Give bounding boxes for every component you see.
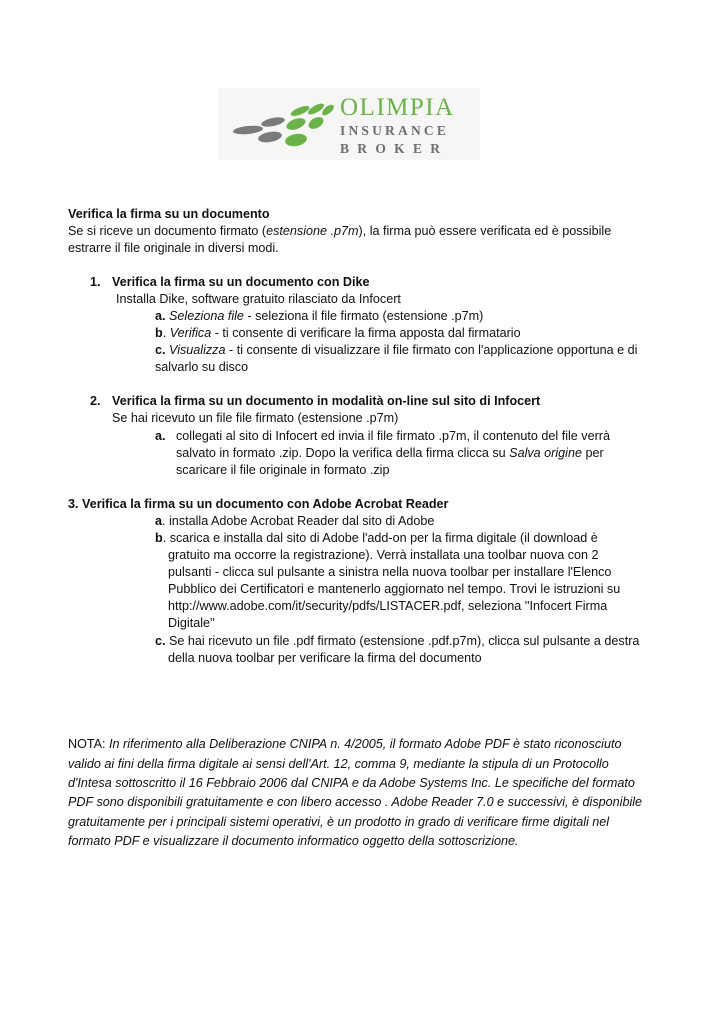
section2-subtitle: Se hai ricevuto un file file firmato (estensione .p7m) — [112, 411, 399, 425]
logo-insurance: INSURANCE — [340, 123, 450, 138]
intro-emphasis: estensione .p7m — [266, 224, 359, 238]
nota-text: In riferimento alla Deliberazione CNIPA n. 4/2005, il formato Adobe PDF è stato riconosciuto — [109, 737, 622, 751]
section3-item-a — [155, 513, 434, 530]
item-letter: b — [155, 531, 163, 545]
nota-line-4: PDF sono disponibili gratuitamente e con libero accesso . Adobe Reader 7.0 e successivi, è disponibile — [68, 795, 643, 809]
company-logo — [218, 88, 480, 160]
item-emphasis: Verifica — [169, 326, 212, 340]
nota-line-2: valido ai fini della firma digitale ai sensi dell'Art. 12, comma 9, mediante la stipula di un Protocollo — [68, 757, 609, 771]
section1-subtitle: Installa Dike, software gratuito rilasciato da Infocert — [116, 292, 401, 306]
item-text: - ti consente di visualizzare il file firmato con l'applicazione opportuna e di — [225, 343, 638, 357]
nota-line-5: gratuitamente per i principali sistemi operativi, è un prodotto in grado di verificare firme digitali nel — [68, 815, 610, 829]
section2-item-line-2 — [176, 445, 604, 462]
item-letter: c. — [155, 634, 166, 648]
item-emphasis: Visualizza — [169, 343, 226, 357]
item-letter: b — [155, 326, 163, 340]
section1-title: Verifica la firma su un documento con Dike — [112, 275, 370, 289]
nota-line-3: d'Intesa sottoscritto il 16 Febbraio 2006 dal CNIPA e da Adobe Systems Inc. Le specifiche del formato — [68, 776, 635, 790]
section3-item-b-line-6: Digitale'' — [168, 616, 215, 630]
item-letter: a — [155, 514, 163, 528]
nota-line-6: formato PDF e visualizzare il documento informatico oggetto della sottoscrizione. — [68, 834, 519, 848]
section2-title: Verifica la firma su un documento in modalità on-line sul sito di Infocert — [112, 394, 541, 408]
section3-item-b-line-5: http://www.adobe.com/it/security/pdfs/LISTACER.pdf, seleziona ''Infocert Firma — [168, 599, 608, 613]
item-text: - ti consente di verificare la firma apposta dal firmatario — [211, 326, 521, 340]
section3-item-c-line-2: della nuova toolbar per verificare la firma del documento — [168, 651, 482, 665]
nota-line-1 — [68, 736, 621, 753]
item-text: salvato in formato .zip. Dopo la verifica della firma clicca su — [176, 446, 510, 460]
section3-item-c-line-1 — [155, 633, 639, 650]
logo-olimpia: OLIMPIA — [340, 94, 455, 121]
section1-item-c — [155, 342, 637, 359]
intro-text: ), la firma può essere verificata ed è possibile — [358, 224, 612, 238]
logo-broker: BROKER — [340, 141, 449, 156]
intro-text: Se si riceve un documento firmato ( — [68, 224, 267, 238]
item-emphasis: Salva origine — [509, 446, 582, 460]
item-text: . scarica e installa dal sito di Adobe l'add-on per la firma digitale (il download è — [162, 531, 598, 545]
section3-item-b-line-2: gratuito ma occorre la registrazione). Verrà installata una toolbar nuova con 2 — [168, 548, 599, 562]
item-text: Se hai ricevuto un file .pdf firmato (estensione .pdf.p7m), clicca sul pulsante a destra — [165, 634, 640, 648]
section2-item-line-1: collegati al sito di Infocert ed invia il file firmato .p7m, il contenuto del file verrà — [176, 429, 610, 443]
item-letter: a. — [155, 309, 166, 323]
item-text: - seleziona il file firmato (estensione .p7m) — [243, 309, 484, 323]
section1-item-a — [155, 308, 483, 325]
item-emphasis: Seleziona file — [169, 309, 244, 323]
item-letter: c. — [155, 343, 166, 357]
nota-label: NOTA: — [68, 737, 110, 751]
section1-item-c-cont: salvarlo su disco — [155, 360, 249, 374]
item-text: . installa Adobe Acrobat Reader dal sito di Adobe — [162, 514, 435, 528]
intro-line-1 — [68, 223, 611, 240]
section3-item-b-line-3: pulsanti - clicca sul pulsante a sinistra nella nuova toolbar per installare l'Elenco — [168, 565, 612, 579]
item-text: per — [581, 446, 604, 460]
section1-number: 1. — [90, 275, 101, 289]
section2-item-line-3: scaricare il file originale in formato .zip — [176, 463, 390, 477]
section2-number: 2. — [90, 394, 101, 408]
logo-dots-icon — [226, 96, 341, 154]
section1-item-b — [155, 325, 521, 342]
section3-item-b-line-1 — [155, 530, 598, 547]
section3-item-b-line-4: Pubblico dei Certificatori e mantenerlo aggiornato nel tempo. Trovi le istruzioni su — [168, 582, 621, 596]
doc-title: Verifica la firma su un documento — [68, 207, 270, 221]
section3-title: 3. Verifica la firma su un documento con Adobe Acrobat Reader — [68, 497, 449, 511]
intro-line-2: estrarre il file originale in diversi modi. — [68, 241, 279, 255]
item-dot: . — [162, 326, 167, 340]
section2-item-letter: a. — [155, 429, 166, 443]
